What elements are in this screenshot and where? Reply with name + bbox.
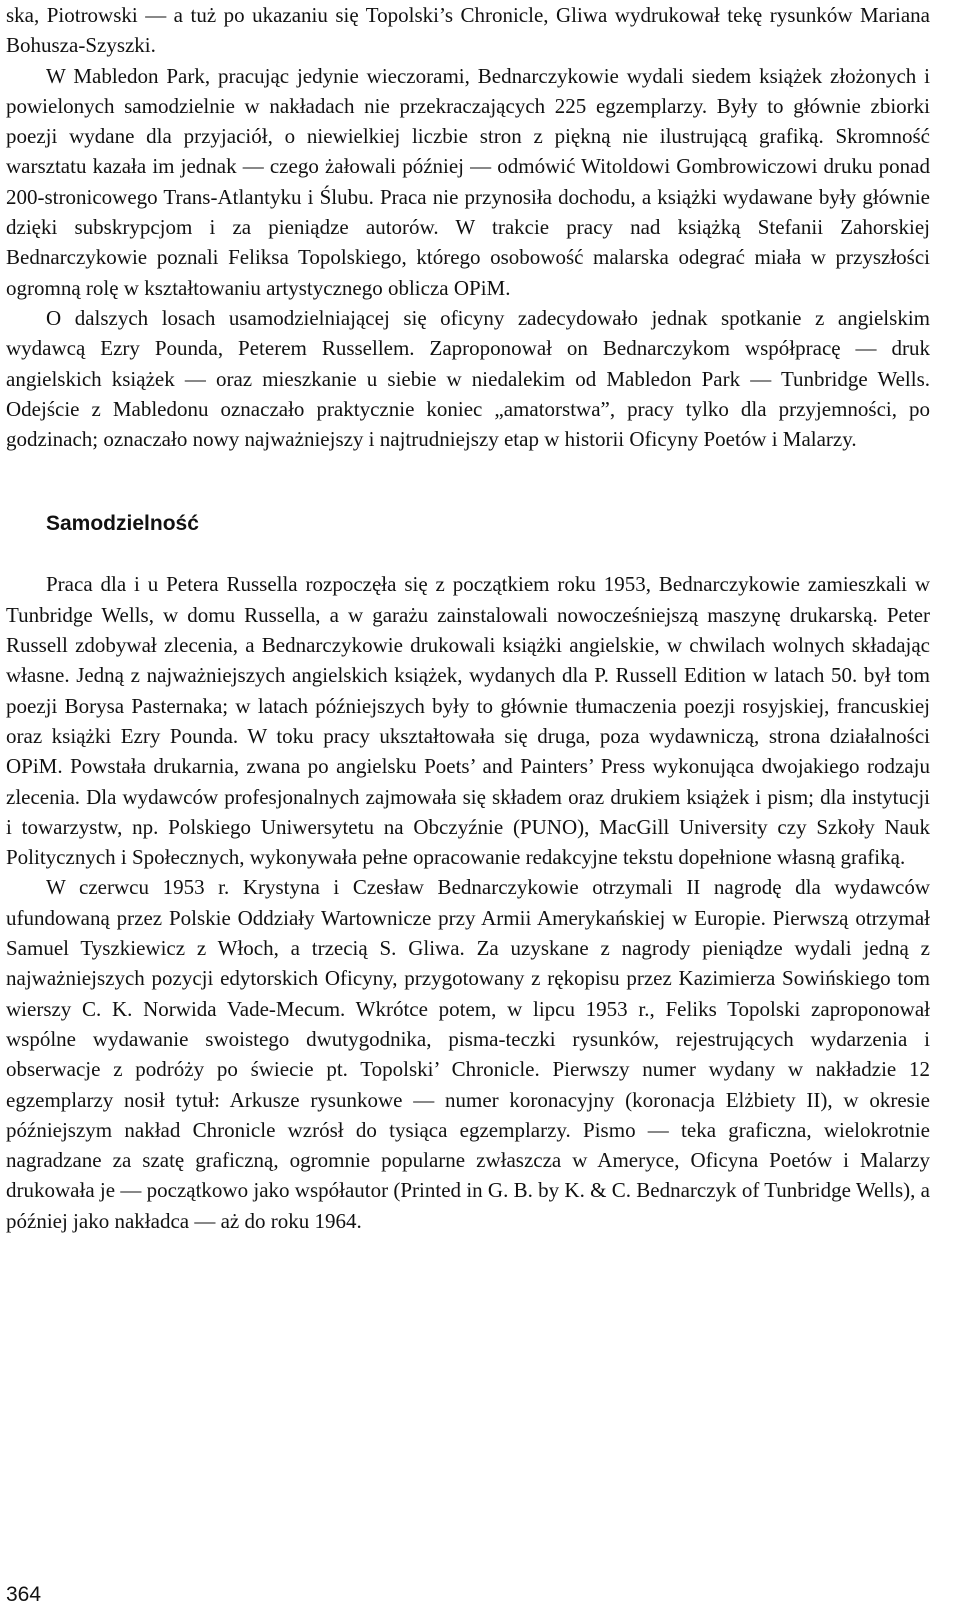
paragraph: W czerwcu 1953 r. Krystyna i Czesław Bednarczykowie otrzymali II nagrodę dla wydawców ufundowaną przez Polskie Oddziały Wartownicze przy Armii Amerykańskiej w Europie. Pierwszą otrzymał Samuel Tyszkiewicz z Włoch, a trzecią S. Gliwa. Za uzyskane z nagrody pieniądze wydali jedną z najważniejszych pozycji edytorskich Oficyny, przygotowany z rękopisu przez Kazimierza Sowińskiego tom wierszy C. K. Norwida Vade-Mecum. Wkrótce potem, w lipcu 1953 r., Feliks Topolski zaproponował wspólne wydawanie swoistego dwutygodnika, pisma-teczki rysunków, rejestrujących wydarzenia i obserwacje z podróży po świecie pt. Topolski’ Chronicle. Pierwszy numer wydany w nakładzie 12 egzemplarzy nosił tytuł: Arkusze rysunkowe — numer koronacyjny (koronacja Elżbiety II), w okresie późniejszym nakład Chronicle wzrósł do tysiąca egzemplarzy. Pismo — teka graficzna, wielokrotnie nagradzane za szatę graficzną, ogromnie popularne zwłaszcza w Ameryce, Oficyna Poetów i Malarzy drukowała je — początkowo jako współautor (Printed in G. B. by K. & C. Bednarczyk of Tunbridge Wells), a później jako nakładca — aż do roku 1964. — [6, 875, 930, 1233]
spacer — [6, 539, 930, 569]
paragraph: W Mabledon Park, pracując jedynie wieczorami, Bednarczykowie wydali siedem książek złożonych i powielonych samodzielnie w nakładach nie przekraczających 225 egzemplarzy. Były to głównie zbiorki poezji wydane dla przyjaciół, o niewielkiej liczbie stron z piękną nie ilustrującą grafiką. Skromność warsztatu kazała im jednak — czego żałowali później — odmówić Witoldowi Gombrowiczowi druku ponad 200-stronicowego Trans-Atlantyku i Ślubu. Praca nie przynosiła dochodu, a książki wydawane były głównie dzięki subskrypcjom i za pieniądze autorów. W trakcie pracy nad książką Stefanii Zahorskiej Bednarczykowie poznali Feliksa Topolskiego, którego osobowość malarska odegrać miała w przyszłości ogromną rolę w kształtowaniu artystycznego oblicza OPiM. — [6, 63, 930, 300]
paragraph: ska, Piotrowski — a tuż po ukazaniu się Topolski’s Chronicle, Gliwa wydrukował tekę rysunków Mariana Bohusza-Szyszki. — [6, 3, 930, 58]
section-heading: Samodzielność — [46, 512, 199, 536]
document-page — [6, 0, 930, 1236]
page-number: 364 — [6, 1583, 42, 1606]
paragraph: O dalszych losach usamodzielniającej się oficyny zadecydowało jednak spotkanie z angielskim wydawcą Ezry Pounda, Peterem Russellem. Zaproponował on Bednarczykom współpracę — druk angielskich książek — oraz mieszkanie u siebie w niedalekim od Mabledon Park — Tunbridge Wells. Odejście z Mabledonu oznaczało praktycznie koniec „amatorstwa”, pracy tylko dla przyjemności, po godzinach; oznaczało nowy najważniejszy i najtrudniejszy etap w historii Oficyny Poetów i Malarzy. — [6, 305, 930, 452]
paragraph: Praca dla i u Petera Russella rozpoczęła się z początkiem roku 1953, Bednarczykowie zamieszkali w Tunbridge Wells, w domu Russella, a w garażu zainstalowali nowocześniejszą maszynę drukarską. Peter Russell zdobywał zlecenia, a Bednarczykowie drukowali książki angielskie, w chwilach wolnych składając własne. Jedną z najważniejszych angielskich książek, wydanych dla P. Russell Edition w latach 50. był tom poezji Borysa Pasternaka; w latach późniejszych były to głównie tłumaczenia poezji rosyjskiej, francuskiej oraz książki Ezry Pounda. W toku pracy ukształtowała się druga, poza wydawniczą, strona działalności OPiM. Powstała drukarnia, zwana po angielsku Poets’ and Painters’ Press wykonująca dwojakiego rodzaju zlecenia. Dla wydawców profesjonalnych zajmowała się składem oraz drukiem książek i pism; dla instytucji i towarzystw, np. Polskiego Uniwersytetu na Obczyźnie (PUNO), MacGill University czy Szkoły Nauk Politycznych i Społecznych, wykonywała pełne opracowanie redakcyjne tekstu dopełnione własną grafiką. — [6, 572, 930, 870]
